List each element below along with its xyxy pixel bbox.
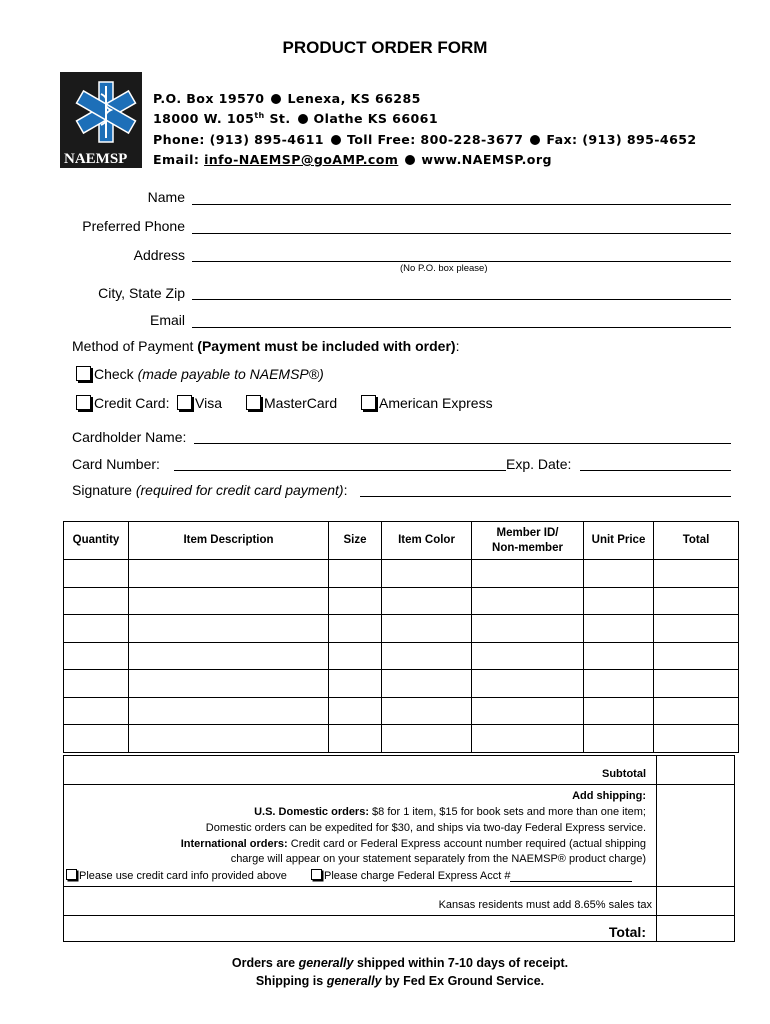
cell[interactable] — [64, 615, 129, 643]
opt-credit-card[interactable] — [66, 869, 287, 882]
cell[interactable] — [472, 560, 584, 588]
amex-option[interactable] — [361, 395, 493, 411]
payment-method-label: Method of Payment — [72, 338, 198, 354]
member-id-label: Member ID/ — [496, 526, 559, 539]
row-divider — [63, 886, 735, 887]
website[interactable]: www.NAEMSP.org — [421, 152, 552, 167]
credit-card-label: Credit Card: — [94, 395, 170, 411]
cell[interactable] — [382, 642, 472, 670]
visa-checkbox[interactable] — [177, 395, 192, 410]
signature-text: Signature — [72, 482, 136, 498]
cell[interactable] — [472, 670, 584, 698]
signature-hint: (required for credit card payment) — [135, 482, 344, 498]
intl-charge-note: charge will appear on your statement separately from the NAEMSP® product charge) — [230, 853, 646, 865]
table-row[interactable] — [64, 670, 739, 698]
cell[interactable] — [64, 670, 129, 698]
exp-date-input[interactable] — [580, 470, 731, 471]
fedex-label: Please charge Federal Express Acct # — [324, 870, 511, 882]
street: 18000 W. 105 — [153, 111, 255, 127]
naemsp-logo — [60, 72, 142, 168]
visa-label: Visa — [195, 395, 222, 411]
signature-label — [72, 482, 347, 498]
intl-text: Credit card or Federal Express account number required (actual shipping — [287, 838, 646, 850]
signature-input[interactable] — [360, 496, 731, 497]
email-line — [153, 152, 552, 167]
card-number-input[interactable] — [174, 470, 506, 471]
subtotal-input[interactable] — [656, 755, 735, 784]
address-input[interactable] — [192, 261, 731, 262]
bullet-icon — [271, 94, 281, 104]
name-label: Name — [147, 189, 185, 205]
cell[interactable] — [654, 560, 739, 588]
mastercard-checkbox[interactable] — [246, 395, 261, 410]
cell[interactable] — [584, 670, 654, 698]
cell[interactable] — [329, 725, 382, 753]
footer-line-1 — [0, 956, 770, 970]
email-link[interactable]: info-NAEMSP@goAMP.com — [204, 152, 399, 167]
address-line-1 — [153, 91, 421, 106]
cell[interactable] — [129, 560, 329, 588]
name-input[interactable] — [192, 204, 731, 205]
check-option[interactable] — [76, 366, 324, 382]
cell[interactable] — [382, 560, 472, 588]
credit-card-option[interactable] — [76, 395, 169, 411]
domestic-label: U.S. Domestic orders: — [254, 806, 369, 818]
cell[interactable] — [382, 615, 472, 643]
mastercard-label: MasterCard — [264, 395, 338, 411]
cell[interactable] — [654, 587, 739, 615]
order-table — [63, 521, 739, 753]
colon: : — [455, 338, 460, 354]
cell[interactable] — [64, 587, 129, 615]
colon: : — [343, 482, 348, 498]
payment-method — [72, 338, 459, 354]
exp-date-label: Exp. Date: — [506, 456, 572, 472]
shipping-input[interactable] — [656, 784, 735, 886]
international-shipping — [181, 838, 646, 850]
visa-option[interactable] — [177, 395, 222, 411]
cell[interactable] — [382, 670, 472, 698]
cell[interactable] — [64, 560, 129, 588]
domestic-shipping — [254, 806, 646, 818]
footer-text: by Fed Ex Ground Service. — [381, 974, 545, 988]
star-of-life-icon — [60, 72, 142, 168]
col-item-description: Item Description — [129, 522, 329, 560]
cell[interactable] — [129, 642, 329, 670]
cell[interactable] — [472, 615, 584, 643]
po-box: P.O. Box 19570 — [153, 91, 265, 106]
fax: Fax: (913) 895-4652 — [546, 132, 697, 147]
amex-checkbox[interactable] — [361, 395, 376, 410]
footer-emphasis: generally — [298, 956, 354, 970]
cell[interactable] — [654, 642, 739, 670]
cell[interactable] — [382, 725, 472, 753]
opt-fedex[interactable] — [311, 869, 510, 882]
use-card-checkbox[interactable] — [66, 869, 77, 880]
fedex-acct-input[interactable] — [510, 881, 632, 882]
cell[interactable] — [129, 697, 329, 725]
bullet-icon — [530, 135, 540, 145]
cardholder-label: Cardholder Name: — [72, 429, 187, 445]
domestic-text: $8 for 1 item, $15 for book sets and more than one item; — [369, 806, 646, 818]
cell[interactable] — [382, 587, 472, 615]
street-type: St. — [264, 111, 291, 127]
row-divider — [63, 784, 735, 785]
phone-label: Preferred Phone — [82, 218, 185, 234]
cell[interactable] — [584, 587, 654, 615]
table-row[interactable] — [64, 697, 739, 725]
bullet-icon — [405, 155, 415, 165]
tax-input[interactable] — [656, 886, 735, 915]
non-member-label: Non-member — [492, 541, 563, 554]
cell[interactable] — [584, 560, 654, 588]
col-quantity: Quantity — [64, 522, 129, 560]
check-checkbox[interactable] — [76, 366, 91, 381]
cell[interactable] — [584, 615, 654, 643]
city-1: Lenexa, KS 66285 — [287, 91, 421, 106]
cell[interactable] — [329, 560, 382, 588]
city-label: City, State Zip — [98, 285, 185, 301]
phone-line — [153, 132, 697, 147]
cell[interactable] — [472, 697, 584, 725]
footer-emphasis: generally — [326, 974, 382, 988]
table-header-row — [64, 522, 739, 560]
footer-text: Shipping is — [255, 974, 327, 988]
email-field-label: Email — [149, 312, 185, 328]
col-item-color: Item Color — [382, 522, 472, 560]
add-shipping-label: Add shipping: — [572, 790, 646, 802]
cell[interactable] — [654, 615, 739, 643]
cell[interactable] — [329, 670, 382, 698]
cell[interactable] — [584, 725, 654, 753]
address-line-2 — [153, 111, 438, 126]
footer-text: Orders are — [231, 956, 299, 970]
table-row[interactable] — [64, 642, 739, 670]
cell[interactable] — [654, 670, 739, 698]
cell[interactable] — [64, 725, 129, 753]
street-suffix: th — [254, 111, 265, 120]
card-number-label: Card Number: — [72, 456, 160, 472]
col-unit-price: Unit Price — [584, 522, 654, 560]
cell[interactable] — [129, 725, 329, 753]
credit-card-checkbox[interactable] — [76, 395, 91, 410]
cell[interactable] — [472, 587, 584, 615]
cell[interactable] — [64, 697, 129, 725]
subtotal-label: Subtotal — [602, 768, 646, 780]
email-input[interactable] — [192, 327, 731, 328]
cell[interactable] — [654, 697, 739, 725]
cell[interactable] — [584, 697, 654, 725]
phone: Phone: (913) 895-4611 — [153, 132, 324, 147]
table-row[interactable] — [64, 725, 739, 753]
cell[interactable] — [129, 615, 329, 643]
col-size: Size — [329, 522, 382, 560]
intl-label: International orders: — [180, 838, 288, 850]
cell[interactable] — [329, 587, 382, 615]
domestic-expedite: Domestic orders can be expedited for $30, and ships via two-day Federal Express service. — [205, 822, 646, 834]
cell[interactable] — [329, 615, 382, 643]
row-divider — [63, 915, 735, 916]
cell[interactable] — [329, 697, 382, 725]
payment-required-note: (Payment must be included with order) — [197, 338, 456, 354]
table-row[interactable] — [64, 587, 739, 615]
fedex-checkbox[interactable] — [311, 869, 322, 880]
check-hint: (made payable to NAEMSP®) — [137, 366, 324, 382]
bullet-icon — [331, 135, 341, 145]
cardholder-input[interactable] — [194, 443, 731, 444]
amex-label: American Express — [379, 395, 493, 411]
check-label: Check — [94, 366, 138, 382]
cell[interactable] — [329, 642, 382, 670]
address-label: Address — [133, 247, 185, 263]
table-row[interactable] — [64, 615, 739, 643]
cell[interactable] — [584, 642, 654, 670]
total-input[interactable] — [656, 915, 735, 942]
col-member-id — [472, 522, 584, 560]
use-card-label: Please use credit card info provided above — [79, 870, 287, 882]
bullet-icon — [298, 114, 308, 124]
toll-free: Toll Free: 800-228-3677 — [346, 132, 524, 147]
cell[interactable] — [382, 697, 472, 725]
cell[interactable] — [129, 670, 329, 698]
city-input[interactable] — [192, 299, 731, 300]
email-label: Email: — [153, 152, 205, 167]
col-total: Total — [654, 522, 739, 560]
cell[interactable] — [654, 725, 739, 753]
cell[interactable] — [472, 725, 584, 753]
total-label: Total: — [608, 924, 646, 940]
form-title: PRODUCT ORDER FORM — [282, 38, 488, 57]
mastercard-option[interactable] — [246, 395, 337, 411]
cell[interactable] — [64, 642, 129, 670]
footer-text: shipped within 7-10 days of receipt. — [353, 956, 569, 970]
svg-text:NAEMSP: NAEMSP — [64, 151, 128, 167]
table-row[interactable] — [64, 560, 739, 588]
cell[interactable] — [129, 587, 329, 615]
phone-input[interactable] — [192, 233, 731, 234]
tax-label: Kansas residents must add 8.65% sales tax — [438, 899, 652, 911]
footer-line-2 — [0, 974, 770, 988]
address-hint: (No P.O. box please) — [400, 263, 488, 274]
city-2: Olathe KS 66061 — [313, 111, 438, 127]
cell[interactable] — [472, 642, 584, 670]
